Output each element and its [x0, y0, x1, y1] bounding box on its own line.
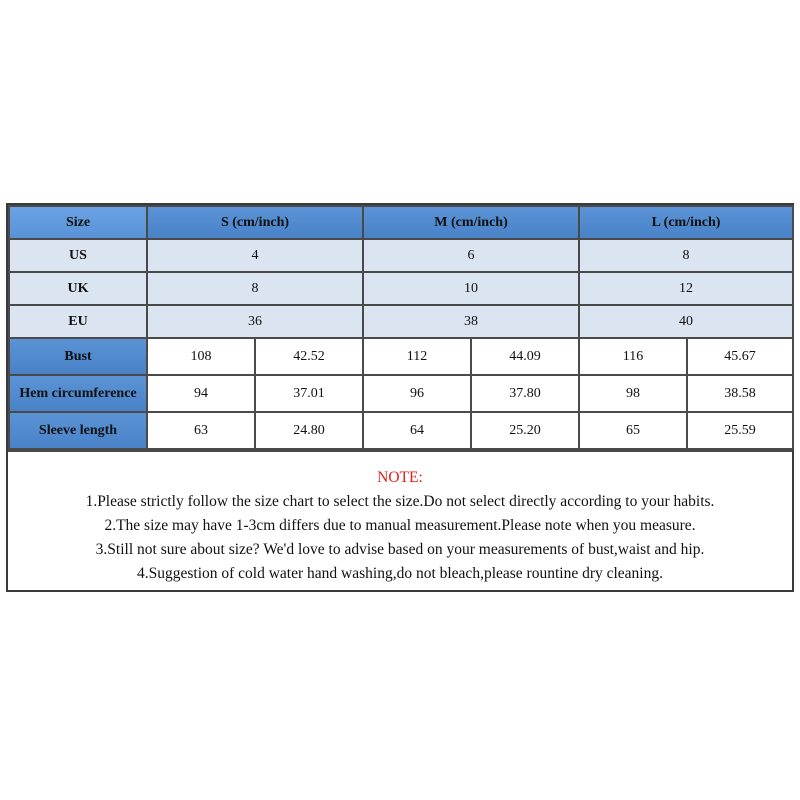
table-cell: 8	[579, 239, 793, 272]
table-cell: 12	[579, 272, 793, 305]
header-size-l: L (cm/inch)	[579, 206, 793, 239]
size-table	[8, 205, 794, 450]
note-line-1: 1.Please strictly follow the size chart to select the size.Do not select directly according to your habits.	[85, 493, 715, 510]
table-cell: 10	[363, 272, 579, 305]
table-cell: 44.09	[471, 338, 579, 375]
note-box	[8, 450, 792, 590]
table-row	[9, 412, 793, 449]
row-label-uk: UK	[9, 272, 147, 305]
table-cell: 40	[579, 305, 793, 338]
table-cell: 63	[147, 412, 255, 449]
row-label-eu: EU	[9, 305, 147, 338]
table-cell: 98	[579, 375, 687, 412]
table-cell: 36	[147, 305, 363, 338]
table-row	[9, 272, 793, 305]
note-line-3: 3.Still not sure about size? We'd love to advise based on your measurements of bust,waist and hip.	[95, 541, 705, 558]
table-cell: 64	[363, 412, 471, 449]
row-label-us: US	[9, 239, 147, 272]
table-row	[9, 305, 793, 338]
row-label-sleeve-length: Sleeve length	[9, 412, 147, 449]
table-cell: 37.01	[255, 375, 363, 412]
table-cell: 96	[363, 375, 471, 412]
table-row	[9, 375, 793, 412]
table-cell: 24.80	[255, 412, 363, 449]
size-chart	[6, 203, 794, 592]
table-cell: 25.20	[471, 412, 579, 449]
table-row	[9, 239, 793, 272]
row-label-hem-circumference: Hem circumference	[9, 375, 147, 412]
table-cell: 38.58	[687, 375, 793, 412]
header-size-label: Size	[9, 206, 147, 239]
table-cell: 4	[147, 239, 363, 272]
table-cell: 65	[579, 412, 687, 449]
note-line-4: 4.Suggestion of cold water hand washing,do not bleach,please rountine dry cleaning.	[136, 565, 663, 582]
table-cell: 94	[147, 375, 255, 412]
table-cell: 25.59	[687, 412, 793, 449]
table-cell: 116	[579, 338, 687, 375]
table-cell: 6	[363, 239, 579, 272]
header-row	[9, 206, 793, 239]
table-cell: 38	[363, 305, 579, 338]
table-cell: 42.52	[255, 338, 363, 375]
note-title: NOTE:	[377, 469, 423, 486]
header-size-m: M (cm/inch)	[363, 206, 579, 239]
header-size-s: S (cm/inch)	[147, 206, 363, 239]
table-cell: 112	[363, 338, 471, 375]
table-cell: 108	[147, 338, 255, 375]
table-cell: 8	[147, 272, 363, 305]
row-label-bust: Bust	[9, 338, 147, 375]
table-cell: 45.67	[687, 338, 793, 375]
note-line-2: 2.The size may have 1-3cm differs due to manual measurement.Please note when you measure.	[104, 517, 696, 534]
table-cell: 37.80	[471, 375, 579, 412]
table-row	[9, 338, 793, 375]
